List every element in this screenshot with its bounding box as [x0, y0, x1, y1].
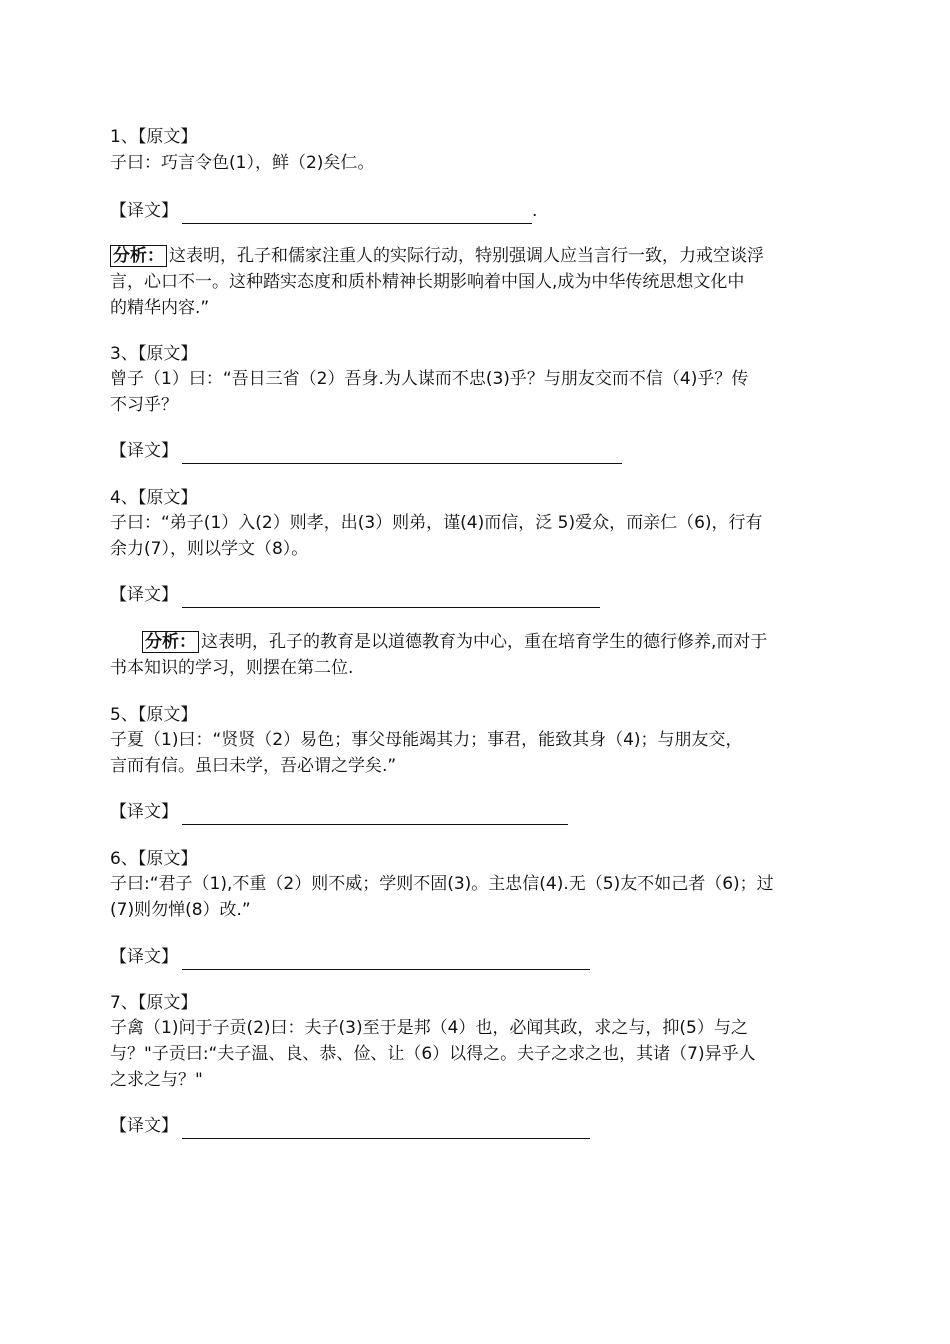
answer-blank	[182, 1120, 590, 1139]
translation-label: 【译文】	[110, 1116, 178, 1136]
item-7-original-line-2: 与？"子贡曰:“夫子温、良、恭、俭、让（6）以得之。夫子之求之也，其诸（7)异乎人	[110, 1044, 756, 1064]
translation-label: 【译文】	[110, 585, 178, 605]
answer-blank	[182, 806, 568, 825]
item-7-heading: 7、【原文】	[110, 993, 198, 1013]
item-4-analysis-line-1	[142, 629, 842, 655]
item-1-analysis-line-2: 言，心口不一。这种踏实态度和质朴精神长期影响着中国人,成为中华传统思想文化中	[110, 272, 745, 292]
item-1-analysis-line-3: 的精华内容.”	[110, 298, 210, 318]
item-4-original-line-2: 余力(7），则以学文（8）。	[110, 539, 309, 559]
item-4-translation	[110, 582, 840, 608]
item-5-heading: 5、【原文】	[110, 705, 198, 725]
item-7-original-line-1: 子禽（1)问于子贡(2)曰：夫子(3)至于是邦（4）也，必闻其政，求之与，抑(5）与之	[110, 1018, 748, 1038]
item-5-original-line-1: 子夏（1)曰：“贤贤（2）易色；事父母能竭其力；事君，能致其身（4)；与朋友交，	[110, 730, 743, 750]
item-4-original-line-1: 子曰：“弟子(1）入(2）则孝，出(3）则弟，谨(4)而信，泛 5)爱众，而亲仁（6)，行有	[110, 513, 763, 533]
item-1-translation	[110, 198, 840, 224]
translation-label: 【译文】	[110, 802, 178, 822]
item-1-heading: 1、【原文】	[110, 127, 198, 147]
item-1-original-line-1: 子曰：巧言令色(1），鲜（2)矣仁。	[110, 153, 375, 173]
item-7-translation	[110, 1113, 840, 1139]
item-6-original-line-2: (7)则勿惮(8）改.”	[110, 900, 251, 920]
analysis-text: 这表明，孔子和儒家注重人的实际行动，特别强调人应当言行一致，力戒空谈浮	[169, 246, 764, 266]
item-6-translation	[110, 944, 840, 970]
analysis-text: 这表明，孔子的教育是以道德教育为中心，重在培育学生的德行修养,而对于	[201, 632, 768, 652]
translation-label: 【译文】	[110, 201, 178, 221]
analysis-tag: 分析：	[142, 631, 199, 653]
item-6-original-line-1: 子曰:“君子（1),不重（2）则不威；学则不固(3)。主忠信(4).无（5)友不如己者（6)；过	[110, 874, 774, 894]
analysis-tag: 分析：	[110, 245, 167, 267]
answer-blank	[182, 445, 622, 464]
answer-blank	[182, 951, 590, 970]
item-1-analysis-line-1	[110, 243, 840, 269]
item-5-original-line-2: 言而有信。虽曰未学，吾必谓之学矣.”	[110, 756, 397, 776]
item-3-heading: 3、【原文】	[110, 344, 198, 364]
item-3-original-line-2: 不习乎？	[110, 395, 178, 415]
translation-suffix: .	[532, 201, 538, 221]
item-4-analysis-line-2: 书本知识的学习，则摆在第二位.	[110, 658, 354, 678]
item-3-translation	[110, 438, 840, 464]
answer-blank	[182, 205, 532, 224]
item-4-heading: 4、【原文】	[110, 488, 198, 508]
translation-label: 【译文】	[110, 947, 178, 967]
answer-blank	[182, 589, 600, 608]
item-3-original-line-1: 曾子（1）曰：“吾日三省（2）吾身.为人谋而不忠(3)乎？与朋友交而不信（4)乎？传	[110, 369, 749, 389]
translation-label: 【译文】	[110, 441, 178, 461]
item-6-heading: 6、【原文】	[110, 849, 198, 869]
item-7-original-line-3: 之求之与？"	[110, 1070, 203, 1090]
item-5-translation	[110, 799, 840, 825]
